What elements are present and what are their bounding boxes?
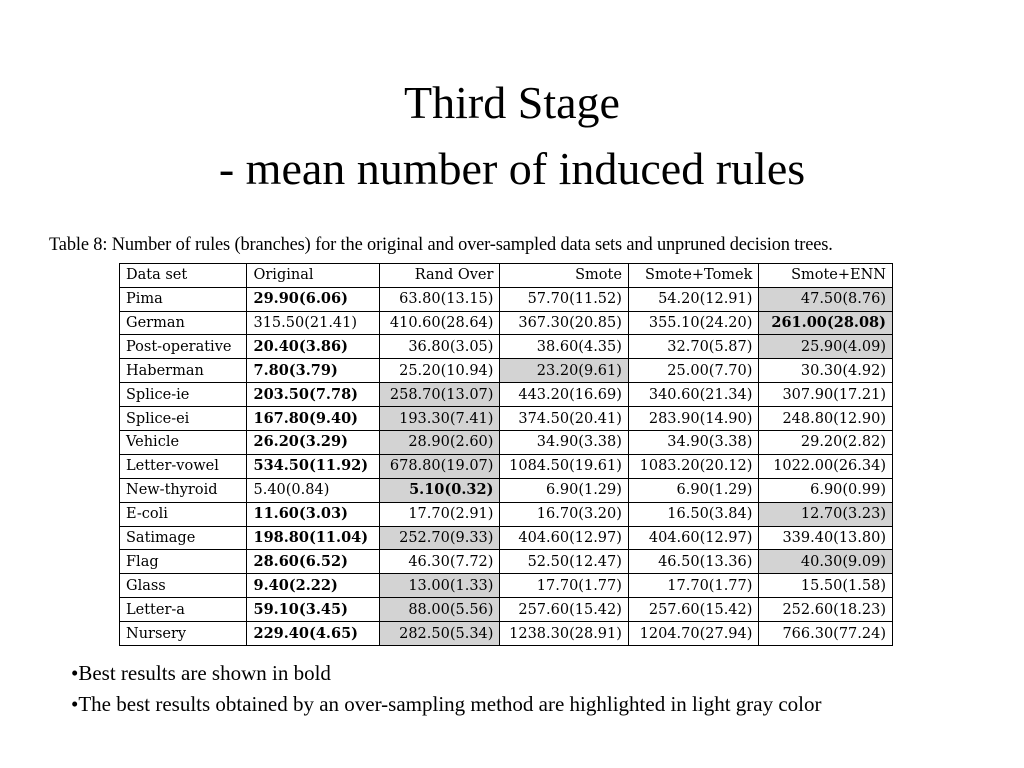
cell-original: 534.50(11.92) <box>247 454 380 478</box>
cell-dataset: Post-operative <box>120 335 247 359</box>
table-caption: Table 8: Number of rules (branches) for the original and over-sampled data sets and unpruned decision trees. <box>49 234 833 255</box>
cell-original: 20.40(3.86) <box>247 335 380 359</box>
cell-smote-enn: 30.30(4.92) <box>759 359 893 383</box>
cell-dataset: German <box>120 311 247 335</box>
cell-dataset: Splice-ei <box>120 407 247 431</box>
cell-dataset: New-thyroid <box>120 478 247 502</box>
cell-smote-enn: 248.80(12.90) <box>759 407 893 431</box>
table-row <box>120 311 893 335</box>
cell-dataset: Vehicle <box>120 431 247 455</box>
column-header-smote: Smote <box>500 264 628 288</box>
cell-dataset: E-coli <box>120 502 247 526</box>
cell-smote-enn: 29.20(2.82) <box>759 431 893 455</box>
cell-smote-enn: 252.60(18.23) <box>759 598 893 622</box>
cell-dataset: Flag <box>120 550 247 574</box>
cell-smote: 6.90(1.29) <box>500 478 628 502</box>
cell-rand-over: 13.00(1.33) <box>379 574 499 598</box>
note-gray-meaning: •The best results obtained by an over-sampling method are highlighted in light gray color <box>71 691 822 716</box>
cell-smote-enn: 15.50(1.58) <box>759 574 893 598</box>
cell-smote-tomek: 283.90(14.90) <box>628 407 759 431</box>
cell-smote-tomek: 32.70(5.87) <box>628 335 759 359</box>
table-row <box>120 502 893 526</box>
cell-smote: 57.70(11.52) <box>500 287 628 311</box>
slide-title <box>0 70 1024 202</box>
cell-smote-tomek: 17.70(1.77) <box>628 574 759 598</box>
cell-rand-over: 63.80(13.15) <box>379 287 499 311</box>
cell-original: 59.10(3.45) <box>247 598 380 622</box>
cell-smote-enn: 1022.00(26.34) <box>759 454 893 478</box>
cell-smote-enn: 47.50(8.76) <box>759 287 893 311</box>
table-row <box>120 359 893 383</box>
results-table <box>119 263 893 646</box>
cell-smote-tomek: 1083.20(20.12) <box>628 454 759 478</box>
table-row <box>120 431 893 455</box>
column-header-rand-over: Rand Over <box>379 264 499 288</box>
table-row <box>120 287 893 311</box>
table-row <box>120 622 893 646</box>
cell-rand-over: 252.70(9.33) <box>379 526 499 550</box>
cell-rand-over: 88.00(5.56) <box>379 598 499 622</box>
cell-smote: 52.50(12.47) <box>500 550 628 574</box>
cell-smote: 23.20(9.61) <box>500 359 628 383</box>
cell-original: 198.80(11.04) <box>247 526 380 550</box>
cell-rand-over: 410.60(28.64) <box>379 311 499 335</box>
header-row <box>120 264 893 288</box>
cell-dataset: Letter-vowel <box>120 454 247 478</box>
table-body <box>120 287 893 645</box>
cell-smote-enn: 307.90(17.21) <box>759 383 893 407</box>
column-header-smote-tomek: Smote+Tomek <box>628 264 759 288</box>
cell-smote-tomek: 6.90(1.29) <box>628 478 759 502</box>
cell-smote-tomek: 340.60(21.34) <box>628 383 759 407</box>
cell-smote-enn: 339.40(13.80) <box>759 526 893 550</box>
cell-original: 315.50(21.41) <box>247 311 380 335</box>
table-row <box>120 574 893 598</box>
cell-rand-over: 258.70(13.07) <box>379 383 499 407</box>
cell-original: 9.40(2.22) <box>247 574 380 598</box>
cell-original: 11.60(3.03) <box>247 502 380 526</box>
cell-original: 26.20(3.29) <box>247 431 380 455</box>
cell-original: 7.80(3.79) <box>247 359 380 383</box>
cell-smote: 374.50(20.41) <box>500 407 628 431</box>
table-row <box>120 383 893 407</box>
cell-rand-over: 193.30(7.41) <box>379 407 499 431</box>
cell-smote-tomek: 46.50(13.36) <box>628 550 759 574</box>
notes <box>71 658 951 719</box>
cell-rand-over: 678.80(19.07) <box>379 454 499 478</box>
cell-smote: 257.60(15.42) <box>500 598 628 622</box>
cell-smote: 16.70(3.20) <box>500 502 628 526</box>
table-row <box>120 407 893 431</box>
cell-original: 229.40(4.65) <box>247 622 380 646</box>
table-row <box>120 550 893 574</box>
column-header-smote-enn: Smote+ENN <box>759 264 893 288</box>
note-bold-meaning: •Best results are shown in bold <box>71 661 331 685</box>
cell-dataset: Satimage <box>120 526 247 550</box>
cell-smote-tomek: 16.50(3.84) <box>628 502 759 526</box>
cell-smote: 1238.30(28.91) <box>500 622 628 646</box>
cell-smote-tomek: 34.90(3.38) <box>628 431 759 455</box>
cell-rand-over: 25.20(10.94) <box>379 359 499 383</box>
column-header-original: Original <box>247 264 380 288</box>
cell-dataset: Pima <box>120 287 247 311</box>
cell-rand-over: 36.80(3.05) <box>379 335 499 359</box>
cell-original: 203.50(7.78) <box>247 383 380 407</box>
title-line-2: - mean number of induced rules <box>218 143 806 194</box>
cell-dataset: Nursery <box>120 622 247 646</box>
cell-smote-tomek: 25.00(7.70) <box>628 359 759 383</box>
table-row <box>120 598 893 622</box>
table-row <box>120 478 893 502</box>
cell-smote-enn: 12.70(3.23) <box>759 502 893 526</box>
cell-dataset: Letter-a <box>120 598 247 622</box>
cell-smote-enn: 6.90(0.99) <box>759 478 893 502</box>
cell-smote-enn: 261.00(28.08) <box>759 311 893 335</box>
table-row <box>120 454 893 478</box>
table-row <box>120 526 893 550</box>
cell-original: 29.90(6.06) <box>247 287 380 311</box>
cell-smote: 443.20(16.69) <box>500 383 628 407</box>
cell-smote-tomek: 1204.70(27.94) <box>628 622 759 646</box>
cell-smote-tomek: 404.60(12.97) <box>628 526 759 550</box>
cell-rand-over: 5.10(0.32) <box>379 478 499 502</box>
cell-dataset: Splice-ie <box>120 383 247 407</box>
cell-rand-over: 28.90(2.60) <box>379 431 499 455</box>
cell-rand-over: 17.70(2.91) <box>379 502 499 526</box>
cell-smote: 17.70(1.77) <box>500 574 628 598</box>
cell-smote: 34.90(3.38) <box>500 431 628 455</box>
cell-smote: 367.30(20.85) <box>500 311 628 335</box>
cell-smote: 38.60(4.35) <box>500 335 628 359</box>
cell-smote: 404.60(12.97) <box>500 526 628 550</box>
title-line-1: Third Stage <box>404 77 620 128</box>
cell-original: 5.40(0.84) <box>247 478 380 502</box>
cell-dataset: Haberman <box>120 359 247 383</box>
cell-dataset: Glass <box>120 574 247 598</box>
column-header-dataset: Data set <box>120 264 247 288</box>
cell-original: 28.60(6.52) <box>247 550 380 574</box>
cell-rand-over: 282.50(5.34) <box>379 622 499 646</box>
cell-smote-enn: 25.90(4.09) <box>759 335 893 359</box>
cell-smote-tomek: 355.10(24.20) <box>628 311 759 335</box>
cell-original: 167.80(9.40) <box>247 407 380 431</box>
cell-smote-tomek: 257.60(15.42) <box>628 598 759 622</box>
table-row <box>120 335 893 359</box>
cell-smote-enn: 40.30(9.09) <box>759 550 893 574</box>
cell-smote-enn: 766.30(77.24) <box>759 622 893 646</box>
cell-smote: 1084.50(19.61) <box>500 454 628 478</box>
cell-rand-over: 46.30(7.72) <box>379 550 499 574</box>
cell-smote-tomek: 54.20(12.91) <box>628 287 759 311</box>
